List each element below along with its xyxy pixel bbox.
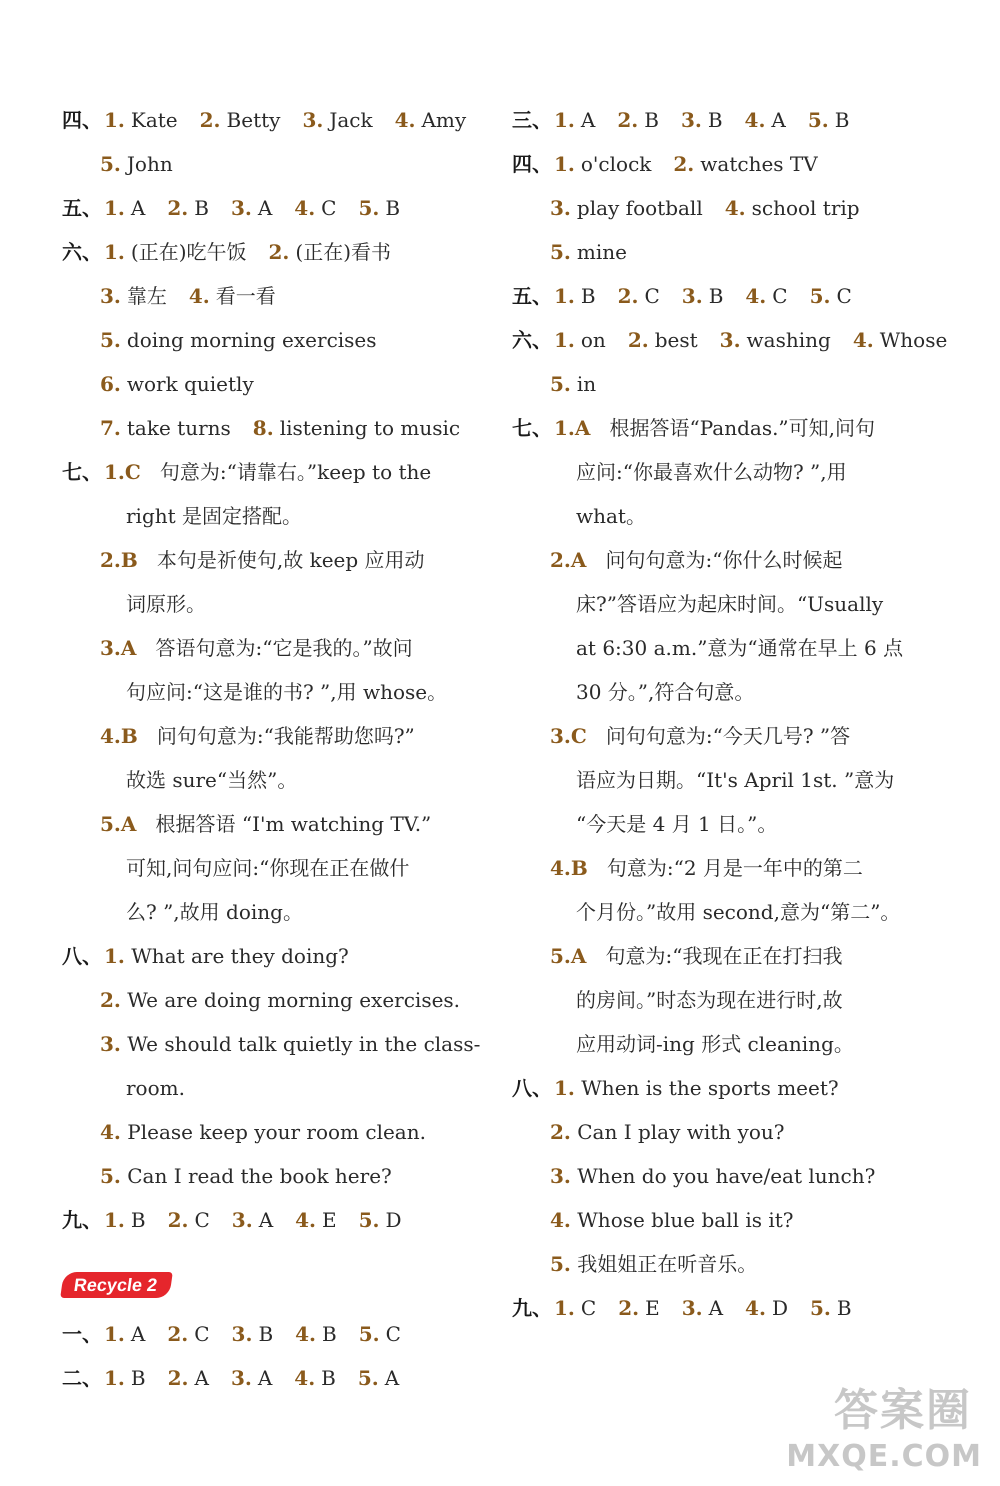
item-number: 5.: [100, 1164, 121, 1188]
explanation-text: 问句句意为:“我能帮助您吗?”: [156, 724, 415, 748]
item-answer: D: [385, 1208, 402, 1232]
item-answer: Can I play with you?: [577, 1120, 785, 1144]
explanation-text: 的房间。”时态为现在进行时,故: [576, 988, 843, 1012]
item-answer: Kate: [130, 108, 178, 132]
item-answer: We should talk quietly in the class-: [127, 1032, 481, 1056]
item-number: 3.: [719, 328, 741, 352]
item-number: 3.: [680, 108, 702, 132]
item-answer: Jack: [329, 108, 373, 132]
section-label: 三、: [512, 108, 552, 132]
section-label: 八、: [62, 944, 102, 968]
answer-row: [62, 1312, 482, 1356]
item-number: 4.: [724, 196, 746, 220]
section-label: 九、: [62, 1208, 102, 1232]
answer-row: [62, 1154, 482, 1198]
item-answer: C: [772, 284, 788, 308]
left-column: [62, 98, 482, 1400]
answer-row: [62, 758, 482, 802]
item-number: 3.: [550, 196, 571, 220]
answer-row: [62, 582, 482, 626]
item-number: 2.: [617, 284, 639, 308]
item-number: 2.: [673, 152, 695, 176]
item-answer: Please keep your room clean.: [127, 1120, 426, 1144]
answer-row: [512, 450, 932, 494]
answer-row: [62, 142, 482, 186]
section-label: 六、: [62, 240, 102, 264]
explanation-text: 问句句意为:“今天几号? ”答: [605, 724, 851, 748]
answer-row: [512, 538, 932, 582]
item-choice: B: [570, 856, 588, 880]
item-answer: D: [771, 1296, 788, 1320]
answer-row: [62, 1066, 482, 1110]
item-number: 1.: [104, 1208, 125, 1232]
item-answer: C: [644, 284, 660, 308]
item-answer: C: [836, 284, 852, 308]
answer-row: [62, 318, 482, 362]
item-answer: A: [771, 108, 786, 132]
item-number: 7.: [100, 416, 121, 440]
item-number: 1.: [554, 284, 575, 308]
answer-row: [512, 582, 932, 626]
item-answer: 靠左: [126, 284, 167, 308]
item-number: 1.: [104, 944, 125, 968]
item-number: 6.: [100, 372, 121, 396]
item-number: 5.: [550, 1252, 571, 1276]
item-number: 2.: [199, 108, 221, 132]
item-answer: Can I read the book here?: [127, 1164, 392, 1188]
item-number: 5.: [807, 108, 829, 132]
answer-row: [62, 890, 482, 934]
item-answer: B: [385, 196, 401, 220]
explanation-text: 答语句意为:“它是我的。”故问: [155, 636, 413, 660]
section-label: 八、: [512, 1076, 552, 1100]
explanation-text: 句应问:“这是谁的书? ”,用 whose。: [126, 680, 448, 704]
answer-row: [512, 714, 932, 758]
item-number: 4.: [295, 1322, 317, 1346]
item-answer: C: [321, 196, 337, 220]
explanation-text: 问句句意为:“你什么时候起: [605, 548, 843, 572]
item-number: 1.: [554, 328, 575, 352]
item-number: 2.: [100, 548, 121, 572]
section-label: 六、: [512, 328, 552, 352]
explanation-text: 30 分。”,符合句意。: [576, 680, 755, 704]
answer-row: [62, 494, 482, 538]
item-number: 2.: [617, 108, 639, 132]
item-answer: watches TV: [700, 152, 818, 176]
item-answer: We are doing morning exercises.: [127, 988, 461, 1012]
item-number: 2.: [627, 328, 649, 352]
explanation-text: 可知,问句应问:“你现在正在做什: [126, 856, 410, 880]
item-choice: B: [120, 724, 138, 748]
item-number: 1.: [104, 1322, 125, 1346]
item-number: 4.: [100, 1120, 121, 1144]
item-answer: o'clock: [580, 152, 652, 176]
item-answer: A: [384, 1366, 400, 1390]
explanation-text: 语应为日期。“It's April 1st. ”意为: [576, 768, 895, 792]
item-answer: C: [385, 1322, 401, 1346]
answer-row: [512, 1154, 932, 1198]
item-number: 2.: [167, 1322, 189, 1346]
answer-row: [512, 758, 932, 802]
item-number: 4.: [294, 196, 316, 220]
answer-row: [62, 406, 482, 450]
item-answer: A: [257, 196, 273, 220]
explanation-text: 本句是祈使句,故 keep 应用动: [156, 548, 425, 572]
recycle-badge: Recycle 2: [60, 1272, 173, 1298]
item-answer: A: [258, 1208, 274, 1232]
answer-row: [62, 538, 482, 582]
explanation-text: 么? ”,故用 doing。: [126, 900, 303, 924]
item-answer: school trip: [751, 196, 860, 220]
item-number: 3.: [231, 1208, 253, 1232]
item-number: 5.: [357, 1366, 379, 1390]
item-number: 1.: [104, 196, 125, 220]
item-number: 4.: [295, 1208, 317, 1232]
section-label: 五、: [62, 196, 102, 220]
item-number: 2.: [167, 1208, 189, 1232]
item-choice: A: [574, 416, 591, 440]
item-answer: mine: [576, 240, 627, 264]
explanation-text: 词原形。: [126, 592, 206, 616]
explanation-text: 应用动词-ing 形式 cleaning。: [576, 1032, 854, 1056]
item-answer: A: [130, 1322, 146, 1346]
item-answer: room.: [126, 1076, 185, 1100]
item-number: 5.: [550, 372, 571, 396]
item-number: 4.: [550, 1208, 571, 1232]
item-number: 3.: [100, 284, 121, 308]
item-number: 4.: [100, 724, 121, 748]
answer-row: [62, 626, 482, 670]
item-number: 3.: [230, 196, 252, 220]
item-number: 1.: [554, 416, 575, 440]
answer-row: [512, 1242, 932, 1286]
answer-row: [512, 98, 932, 142]
item-answer: 看一看: [215, 284, 276, 308]
item-number: 1.: [104, 108, 125, 132]
item-answer: B: [644, 108, 659, 132]
watermark-text-top: 答案圈: [834, 1385, 972, 1436]
explanation-text: 句意为:“请靠右。”keep to the: [159, 460, 432, 484]
item-answer: B: [708, 284, 724, 308]
item-answer: best: [654, 328, 698, 352]
item-answer: What are they doing?: [131, 944, 349, 968]
answer-row: [62, 670, 482, 714]
item-answer: A: [708, 1296, 724, 1320]
answer-row: [62, 1356, 482, 1400]
item-answer: in: [576, 372, 597, 396]
item-number: 2.: [100, 988, 121, 1012]
item-answer: B: [836, 1296, 852, 1320]
item-number: 4.: [294, 1366, 316, 1390]
item-answer: listening to music: [279, 416, 461, 440]
item-number: 1.: [554, 1076, 575, 1100]
item-choice: A: [570, 548, 587, 572]
answer-row: [62, 1198, 482, 1242]
item-number: 3.: [681, 1296, 703, 1320]
item-number: 3.: [681, 284, 703, 308]
item-choice: C: [124, 460, 141, 484]
answer-row: [512, 274, 932, 318]
answer-row: [62, 846, 482, 890]
item-number: 5.: [100, 152, 121, 176]
item-number: 1.: [554, 108, 575, 132]
item-answer: When do you have/eat lunch?: [577, 1164, 876, 1188]
section-label: 九、: [512, 1296, 552, 1320]
item-answer: B: [834, 108, 850, 132]
answer-row: [62, 934, 482, 978]
item-number: 2.: [167, 196, 189, 220]
item-number: 8.: [252, 416, 274, 440]
section-label: 七、: [62, 460, 102, 484]
item-answer: B: [130, 1208, 146, 1232]
item-answer: Whose: [879, 328, 948, 352]
answer-row: [62, 1110, 482, 1154]
answer-row: [512, 186, 932, 230]
explanation-text: 根据答语“Pandas.”可知,问句: [609, 416, 876, 440]
explanation-text: 床?”答语应为起床时间。“Usually: [576, 592, 884, 616]
item-number: 3.: [231, 1322, 253, 1346]
answer-row: [62, 362, 482, 406]
answer-row: [62, 98, 482, 142]
watermark-text-bottom: MXQE.COM: [786, 1439, 982, 1474]
explanation-text: “今天是 4 月 1 日。”。: [576, 812, 778, 836]
item-answer: B: [258, 1322, 274, 1346]
item-answer: Amy: [421, 108, 467, 132]
item-answer: B: [194, 196, 209, 220]
answer-row: [512, 362, 932, 406]
section-label: 四、: [62, 108, 102, 132]
item-answer: A: [194, 1366, 209, 1390]
item-answer: Whose blue ball is it?: [577, 1208, 794, 1232]
item-answer: C: [194, 1322, 210, 1346]
section-label: 一、: [62, 1322, 102, 1346]
item-number: 1.: [104, 460, 125, 484]
item-choice: A: [120, 812, 137, 836]
explanation-text: 句意为:“我现在正在打扫我: [605, 944, 843, 968]
answer-row: [62, 274, 482, 318]
explanation-text: at 6:30 a.m.”意为“通常在早上 6 点: [576, 636, 904, 660]
item-answer: washing: [746, 328, 831, 352]
explanation-text: 个月份。”故用 second,意为“第二”。: [576, 900, 901, 924]
explanation-text: 根据答语 “I'm watching TV.”: [155, 812, 432, 836]
right-column: [512, 98, 948, 1330]
item-answer: A: [257, 1366, 273, 1390]
item-number: 5.: [358, 1208, 380, 1232]
item-number: 5.: [100, 812, 121, 836]
item-answer: Betty: [226, 108, 281, 132]
answer-row: [512, 1198, 932, 1242]
item-number: 2.: [550, 1120, 571, 1144]
item-number: 1.: [554, 152, 575, 176]
item-number: 1.: [554, 1296, 575, 1320]
answer-row: [512, 934, 932, 978]
item-choice: A: [120, 636, 137, 660]
answer-row: [512, 318, 948, 362]
item-number: 5.: [358, 1322, 380, 1346]
item-number: 5.: [550, 240, 571, 264]
item-number: 3.: [100, 1032, 121, 1056]
item-number: 4.: [188, 284, 210, 308]
answer-row: [62, 714, 482, 758]
item-number: 2.: [550, 548, 571, 572]
explanation-text: 故选 sure“当然”。: [126, 768, 298, 792]
item-answer: doing morning exercises: [126, 328, 377, 352]
answer-row: [62, 1022, 482, 1066]
explanation-text: what。: [576, 504, 646, 528]
item-number: 1.: [104, 1366, 125, 1390]
item-answer: take turns: [126, 416, 231, 440]
item-number: 3.: [550, 1164, 571, 1188]
answer-row: [62, 450, 482, 494]
item-answer: B: [580, 284, 596, 308]
item-choice: B: [120, 548, 138, 572]
answer-row: [512, 802, 932, 846]
section-label: 二、: [62, 1366, 102, 1390]
item-number: 4.: [744, 108, 766, 132]
answer-row: [512, 406, 932, 450]
item-number: 4.: [745, 1296, 766, 1320]
item-number: 2.: [268, 240, 290, 264]
spacer: [62, 1242, 482, 1268]
answer-row: [512, 978, 932, 1022]
item-number: 4.: [745, 284, 767, 308]
item-number: 3.: [302, 108, 324, 132]
item-number: 5.: [100, 328, 121, 352]
answer-row: [512, 1110, 932, 1154]
item-answer: E: [322, 1208, 337, 1232]
item-answer: play football: [576, 196, 703, 220]
item-number: 1.: [104, 240, 125, 264]
item-answer: B: [321, 1366, 336, 1390]
answer-row: [512, 230, 932, 274]
explanation-text: 句意为:“2 月是一年中的第二: [606, 856, 863, 880]
item-answer: When is the sports meet?: [581, 1076, 839, 1100]
item-answer: A: [130, 196, 146, 220]
item-answer: E: [645, 1296, 660, 1320]
answer-row: [512, 1022, 932, 1066]
item-number: 5.: [809, 1296, 831, 1320]
item-answer: B: [322, 1322, 337, 1346]
explanation-text: 应问:“你最喜欢什么动物? ”,用: [576, 460, 847, 484]
item-answer: work quietly: [126, 372, 254, 396]
item-number: 3.: [550, 724, 571, 748]
item-answer: B: [130, 1366, 146, 1390]
answer-row: [62, 186, 482, 230]
section-label: 七、: [512, 416, 552, 440]
answer-row: [512, 670, 932, 714]
answer-row: [512, 1286, 932, 1330]
item-number: 5.: [809, 284, 831, 308]
item-answer: C: [580, 1296, 597, 1320]
item-answer: (正在)看书: [295, 240, 391, 264]
watermark-logo: [786, 1374, 982, 1474]
answer-row: [512, 494, 932, 538]
answer-row: [62, 802, 482, 846]
answer-row: [512, 890, 932, 934]
item-answer: C: [194, 1208, 210, 1232]
item-answer: (正在)吃午饭: [130, 240, 247, 264]
item-answer: on: [580, 328, 606, 352]
answer-row: [512, 846, 932, 890]
answer-row: [62, 230, 482, 274]
item-number: 2.: [167, 1366, 189, 1390]
item-number: 5.: [358, 196, 380, 220]
item-answer: A: [580, 108, 596, 132]
item-answer: B: [707, 108, 723, 132]
section-label: 五、: [512, 284, 552, 308]
section-label: 四、: [512, 152, 552, 176]
answer-row: [512, 1066, 932, 1110]
item-number: 3.: [100, 636, 121, 660]
item-choice: C: [570, 724, 587, 748]
item-choice: A: [570, 944, 587, 968]
item-number: 4.: [852, 328, 874, 352]
answer-row: [512, 626, 932, 670]
item-answer: John: [126, 152, 173, 176]
item-number: 4.: [550, 856, 571, 880]
item-number: 4.: [394, 108, 416, 132]
answer-row: [512, 142, 932, 186]
item-answer: 我姐姐正在听音乐。: [577, 1252, 758, 1276]
explanation-text: right 是固定搭配。: [126, 504, 303, 528]
item-number: 5.: [550, 944, 571, 968]
answer-row: [62, 978, 482, 1022]
item-number: 2.: [618, 1296, 640, 1320]
item-number: 3.: [230, 1366, 252, 1390]
